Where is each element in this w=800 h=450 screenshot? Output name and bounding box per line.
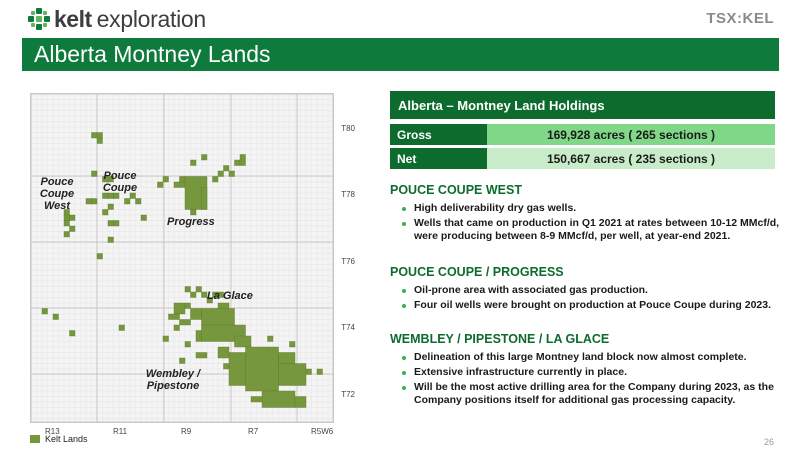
land-parcel <box>213 177 219 183</box>
land-parcel <box>70 226 76 232</box>
land-parcel <box>196 353 207 359</box>
land-parcel <box>174 325 180 331</box>
land-parcel <box>64 215 70 221</box>
kelt-logo-icon <box>28 8 50 30</box>
section-title: WEMBLEY / PIPESTONE / LA GLACE <box>390 332 610 346</box>
bullet-item <box>390 284 780 297</box>
land-parcel <box>158 182 164 188</box>
holdings-row-value: 169,928 acres ( 265 sections ) <box>487 124 775 145</box>
township-label: T78 <box>341 190 355 199</box>
bullet-list <box>390 351 780 407</box>
land-parcel <box>262 391 295 408</box>
holdings-row-label: Gross <box>390 124 487 145</box>
land-parcel <box>119 325 125 331</box>
land-parcel <box>141 215 147 221</box>
legend-swatch <box>30 435 40 443</box>
range-label: R11 <box>113 427 128 436</box>
land-parcel <box>174 182 185 188</box>
page-number: 26 <box>763 437 774 447</box>
range-label: R9 <box>181 427 192 436</box>
land-parcel <box>163 336 169 342</box>
bullet-text: Oil-prone area with associated gas production. <box>414 284 648 296</box>
section-title: POUCE COUPE / PROGRESS <box>390 265 564 279</box>
land-parcel <box>191 160 197 166</box>
bullet-dot-icon <box>402 304 406 308</box>
land-parcel <box>97 254 103 260</box>
bullet-item <box>390 202 780 215</box>
township-label: T72 <box>341 390 355 399</box>
land-parcel <box>169 314 180 320</box>
township-label: T74 <box>341 323 355 332</box>
township-label: T76 <box>341 257 355 266</box>
land-parcel <box>64 232 70 238</box>
section-pouce-coupe-progress <box>390 265 780 314</box>
bullet-dot-icon <box>402 371 406 375</box>
land-parcel <box>196 331 202 342</box>
land-parcel <box>191 292 197 298</box>
holdings-row-gross <box>390 124 775 145</box>
land-parcel <box>290 342 296 348</box>
land-parcel <box>224 364 230 370</box>
land-parcel <box>240 155 246 166</box>
bullet-item <box>390 381 780 407</box>
company-logo <box>28 6 206 32</box>
area-label-wembley-pipestone: Wembley / Pipestone <box>145 368 201 392</box>
holdings-row-value: 150,667 acres ( 235 sections ) <box>487 148 775 169</box>
land-parcel <box>180 358 186 364</box>
section-wembley-pipestone-la-glace <box>390 332 780 409</box>
land-parcel <box>235 160 241 166</box>
land-parcel <box>196 287 202 293</box>
land-parcel <box>279 364 307 386</box>
holdings-row-net <box>390 148 775 169</box>
land-parcel <box>191 210 197 216</box>
page-title: Alberta Montney Lands <box>34 41 271 67</box>
holdings-table-header: Alberta – Montney Land Holdings <box>390 91 775 119</box>
land-parcel <box>53 314 59 320</box>
land-parcel <box>136 199 142 205</box>
land-parcel <box>229 353 246 386</box>
land-parcel <box>64 221 70 227</box>
range-label: R13 <box>45 427 60 436</box>
land-parcel <box>202 309 235 326</box>
land-parcel <box>103 210 109 216</box>
section-pouce-coupe-west <box>390 183 780 245</box>
range-label: R7 <box>248 427 259 436</box>
bullet-text: High deliverability dry gas wells. <box>414 202 577 214</box>
land-map <box>30 93 355 436</box>
bullet-dot-icon <box>402 386 406 390</box>
land-parcel <box>246 347 279 391</box>
land-parcel <box>86 199 92 205</box>
land-parcel <box>235 336 252 347</box>
bullet-text: Will be the most active drilling area for the Company during 2023, as the Company positions itself for additional gas processing capacity. <box>414 381 774 406</box>
logo-brand-text: kelt <box>54 5 92 32</box>
township-label: T80 <box>341 124 355 133</box>
land-parcel <box>229 171 235 177</box>
land-parcel <box>185 342 191 348</box>
land-parcel <box>295 397 306 408</box>
tsx-badge: TSX:KEL <box>706 10 774 27</box>
land-parcel <box>202 188 208 210</box>
land-parcel <box>108 204 114 210</box>
land-parcel <box>108 221 114 227</box>
area-label-pouce-coupe: Pouce Coupe <box>102 170 138 194</box>
land-parcel <box>108 237 114 243</box>
land-parcel <box>180 320 191 326</box>
bullet-item <box>390 299 780 312</box>
section-title: POUCE COUPE WEST <box>390 183 522 197</box>
legend-label: Kelt Lands <box>45 434 88 444</box>
title-banner <box>22 38 779 71</box>
land-parcel <box>70 215 76 221</box>
land-parcel <box>224 166 230 172</box>
bullet-list <box>390 284 780 312</box>
holdings-row-label: Net <box>390 148 487 169</box>
bullet-dot-icon <box>402 222 406 226</box>
land-parcel <box>92 171 98 177</box>
land-parcel <box>92 199 98 205</box>
bullet-dot-icon <box>402 356 406 360</box>
area-label-la-glace: La Glace <box>207 290 253 302</box>
range-label: R5W6 <box>311 427 334 436</box>
land-parcel <box>218 171 224 177</box>
land-parcel <box>92 133 98 139</box>
land-parcel <box>218 303 229 309</box>
land-parcel <box>185 287 191 293</box>
land-parcel <box>268 336 274 342</box>
area-label-progress: Progress <box>167 216 215 228</box>
land-parcel <box>114 221 120 227</box>
land-parcel <box>70 331 76 337</box>
land-parcel <box>202 155 208 161</box>
bullet-text: Extensive infrastructure currently in place. <box>414 366 627 378</box>
bullet-text: Delineation of this large Montney land block now almost complete. <box>414 351 747 363</box>
bullet-item <box>390 351 780 364</box>
logo-sub-text: exploration <box>96 5 206 32</box>
land-parcel <box>163 177 169 183</box>
land-parcel <box>218 347 229 358</box>
land-parcel <box>191 309 202 320</box>
land-parcel <box>97 138 103 144</box>
land-parcel <box>42 309 48 315</box>
land-parcel <box>251 397 262 403</box>
land-parcel <box>185 303 191 309</box>
map-legend <box>30 434 88 444</box>
area-label-pouce-coupe-west: Pouce Coupe West <box>39 176 75 212</box>
bullet-dot-icon <box>402 289 406 293</box>
land-parcel <box>279 353 296 364</box>
bullet-text: Wells that came on production in Q1 2021 at rates between 10-12 MMcf/d, were producing between 8-9 MMcf/d, per well, at year-end 2021. <box>414 217 780 242</box>
bullet-list <box>390 202 780 243</box>
bullet-item <box>390 217 780 243</box>
bullet-dot-icon <box>402 207 406 211</box>
bullet-item <box>390 366 780 379</box>
bullet-text: Four oil wells were brought on production at Pouce Coupe during 2023. <box>414 299 772 311</box>
land-parcel <box>317 369 323 375</box>
land-parcel <box>174 303 185 314</box>
land-parcel <box>180 177 186 183</box>
land-parcel <box>306 369 312 375</box>
land-parcel <box>97 133 103 139</box>
land-parcel <box>125 199 131 205</box>
